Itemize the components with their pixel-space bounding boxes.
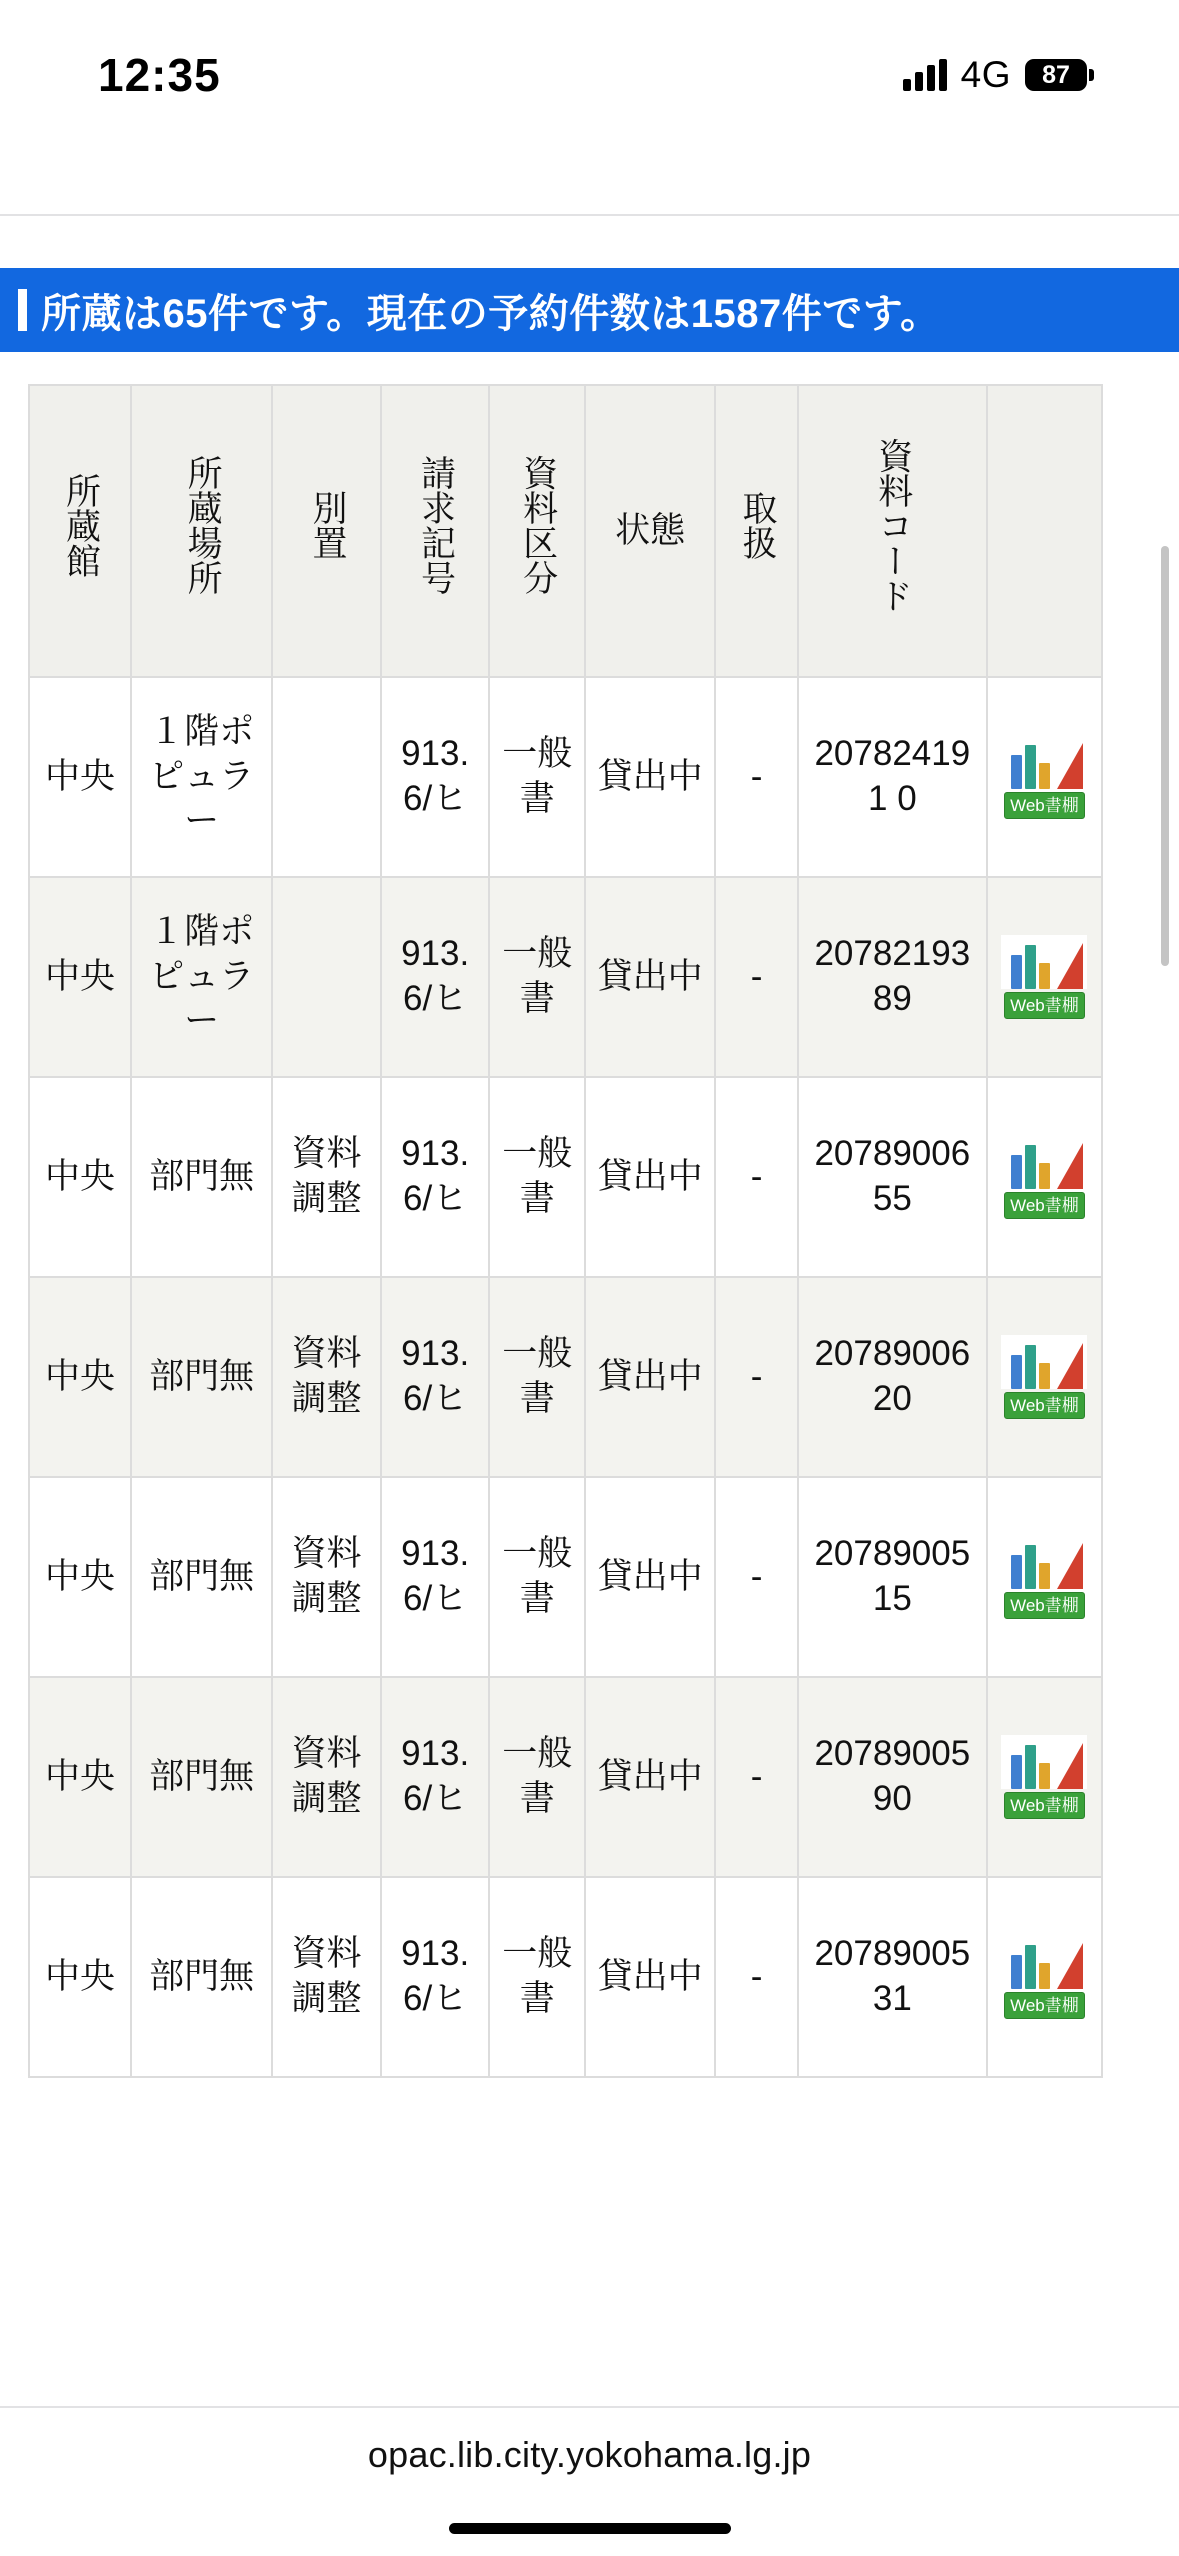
cell-shelf-icon[interactable] (987, 677, 1102, 877)
web-bookshelf-icon[interactable] (1001, 735, 1087, 819)
header-material-code-label: 資料コード (873, 437, 913, 613)
holdings-table-wrapper (28, 384, 1151, 2078)
cell-category: 一般書 (489, 1277, 585, 1477)
cell-state: 貸出中 (585, 877, 715, 1077)
header-handling-label: 取扱 (737, 490, 777, 561)
cell-place: 部門無 (131, 1277, 272, 1477)
cell-state: 貸出中 (585, 1077, 715, 1277)
web-bookshelf-label: Web書棚 (1004, 1792, 1085, 1819)
cell-category: 一般書 (489, 1477, 585, 1677)
cell-handling: - (715, 1877, 798, 2077)
web-bookshelf-label: Web書棚 (1004, 1192, 1085, 1219)
cell-category: 一般書 (489, 877, 585, 1077)
bookshelf-bars-graphic (1001, 1335, 1087, 1389)
cell-material-code: 2078900531 (798, 1877, 987, 2077)
cell-material-code: 2078900655 (798, 1077, 987, 1277)
cell-handling: - (715, 877, 798, 1077)
cell-separate: 資料調整 (272, 1877, 381, 2077)
table-row[interactable] (29, 877, 1102, 1077)
cell-separate: 資料調整 (272, 1077, 381, 1277)
cell-place: １階ポピュラー (131, 877, 272, 1077)
cell-material-code: 207824191 0 (798, 677, 987, 877)
cell-state: 貸出中 (585, 1877, 715, 2077)
bookshelf-bars-graphic (1001, 1135, 1087, 1189)
cell-handling: - (715, 1477, 798, 1677)
header-material-code (798, 385, 987, 677)
table-row[interactable] (29, 1677, 1102, 1877)
header-handling (715, 385, 798, 677)
cell-category: 一般書 (489, 1877, 585, 2077)
holdings-count-banner (0, 268, 1179, 352)
header-shelf-icon (987, 385, 1102, 677)
web-bookshelf-icon[interactable] (1001, 1535, 1087, 1619)
header-category (489, 385, 585, 677)
table-row[interactable] (29, 1277, 1102, 1477)
cell-category: 一般書 (489, 677, 585, 877)
cell-separate (272, 877, 381, 1077)
cell-separate: 資料調整 (272, 1277, 381, 1477)
bookshelf-bars-graphic (1001, 735, 1087, 789)
cell-library: 中央 (29, 1477, 131, 1677)
cell-library: 中央 (29, 877, 131, 1077)
battery-percent-label: 87 (1042, 60, 1070, 89)
cell-material-code: 2078219389 (798, 877, 987, 1077)
cell-material-code: 2078900590 (798, 1677, 987, 1877)
cell-place: 部門無 (131, 1677, 272, 1877)
cell-place: １階ポピュラー (131, 677, 272, 877)
status-time: 12:35 (98, 49, 221, 101)
header-separate (272, 385, 381, 677)
table-header-row (29, 385, 1102, 677)
cell-separate: 資料調整 (272, 1477, 381, 1677)
cell-state: 貸出中 (585, 677, 715, 877)
url-label[interactable]: opac.lib.city.yokohama.lg.jp (367, 2434, 812, 2475)
cell-library: 中央 (29, 677, 131, 877)
cell-library: 中央 (29, 1677, 131, 1877)
cell-call-number: 913.6/ヒ (381, 1477, 490, 1677)
cell-handling: - (715, 677, 798, 877)
signal-bars-icon (903, 59, 947, 91)
table-row[interactable] (29, 1877, 1102, 2077)
cell-handling: - (715, 1277, 798, 1477)
cell-library: 中央 (29, 1077, 131, 1277)
cell-state: 貸出中 (585, 1677, 715, 1877)
web-bookshelf-icon[interactable] (1001, 1135, 1087, 1219)
cell-place: 部門無 (131, 1477, 272, 1677)
banner-accent-bar (18, 289, 27, 331)
web-bookshelf-label: Web書棚 (1004, 1592, 1085, 1619)
page-content (0, 216, 1179, 2406)
bookshelf-bars-graphic (1001, 935, 1087, 989)
header-call-number-label: 請求記号 (416, 455, 456, 596)
header-library (29, 385, 131, 677)
web-bookshelf-label: Web書棚 (1004, 792, 1085, 819)
header-place (131, 385, 272, 677)
header-place-label: 所蔵場所 (183, 455, 223, 596)
cell-call-number: 913.6/ヒ (381, 677, 490, 877)
cell-shelf-icon[interactable] (987, 1077, 1102, 1277)
cell-place: 部門無 (131, 1077, 272, 1277)
browser-chrome-divider (0, 150, 1179, 216)
cell-category: 一般書 (489, 1077, 585, 1277)
cell-state: 貸出中 (585, 1277, 715, 1477)
web-bookshelf-icon[interactable] (1001, 935, 1087, 1019)
cell-separate: 資料調整 (272, 1677, 381, 1877)
web-bookshelf-icon[interactable] (1001, 1735, 1087, 1819)
bookshelf-bars-graphic (1001, 1935, 1087, 1989)
holdings-table-body (29, 677, 1102, 2077)
battery-icon (1025, 59, 1087, 91)
header-separate-label: 別置 (307, 490, 347, 561)
header-state (585, 385, 715, 677)
cell-shelf-icon[interactable] (987, 1477, 1102, 1677)
cell-handling: - (715, 1077, 798, 1277)
holdings-table (28, 384, 1103, 2078)
bookshelf-bars-graphic (1001, 1535, 1087, 1589)
cell-call-number: 913.6/ヒ (381, 877, 490, 1077)
status-indicators (903, 54, 1087, 96)
cell-material-code: 2078900515 (798, 1477, 987, 1677)
table-row[interactable] (29, 1477, 1102, 1677)
bookshelf-bars-graphic (1001, 1735, 1087, 1789)
web-bookshelf-label: Web書棚 (1004, 1992, 1085, 2019)
content-top-spacer (0, 216, 1179, 268)
cell-shelf-icon[interactable] (987, 1277, 1102, 1477)
table-row[interactable] (29, 1077, 1102, 1277)
cell-call-number: 913.6/ヒ (381, 1077, 490, 1277)
cell-place: 部門無 (131, 1877, 272, 2077)
table-row[interactable] (29, 677, 1102, 877)
web-bookshelf-label: Web書棚 (1004, 992, 1085, 1019)
cell-call-number: 913.6/ヒ (381, 1877, 490, 2077)
header-state-label: 状態 (615, 510, 686, 550)
cell-shelf-icon[interactable] (987, 877, 1102, 1077)
header-library-label: 所蔵館 (61, 472, 101, 578)
banner-text: 所蔵は65件です。現在の予約件数は1587件です。 (41, 291, 941, 336)
cell-library: 中央 (29, 1877, 131, 2077)
home-indicator[interactable] (449, 2523, 731, 2534)
cell-shelf-icon[interactable] (987, 1677, 1102, 1877)
cell-shelf-icon[interactable] (987, 1877, 1102, 2077)
status-bar (0, 0, 1179, 150)
header-category-label: 資料区分 (518, 455, 558, 596)
web-bookshelf-icon[interactable] (1001, 1335, 1087, 1419)
header-call-number (381, 385, 490, 677)
cell-handling: - (715, 1677, 798, 1877)
vertical-scrollbar[interactable] (1161, 546, 1169, 966)
cell-state: 貸出中 (585, 1477, 715, 1677)
cell-call-number: 913.6/ヒ (381, 1677, 490, 1877)
cell-separate (272, 677, 381, 877)
cell-category: 一般書 (489, 1677, 585, 1877)
web-bookshelf-icon[interactable] (1001, 1935, 1087, 2019)
network-type-label: 4G (960, 54, 1011, 95)
cell-call-number: 913.6/ヒ (381, 1277, 490, 1477)
cell-material-code: 2078900620 (798, 1277, 987, 1477)
cell-library: 中央 (29, 1277, 131, 1477)
web-bookshelf-label: Web書棚 (1004, 1392, 1085, 1419)
